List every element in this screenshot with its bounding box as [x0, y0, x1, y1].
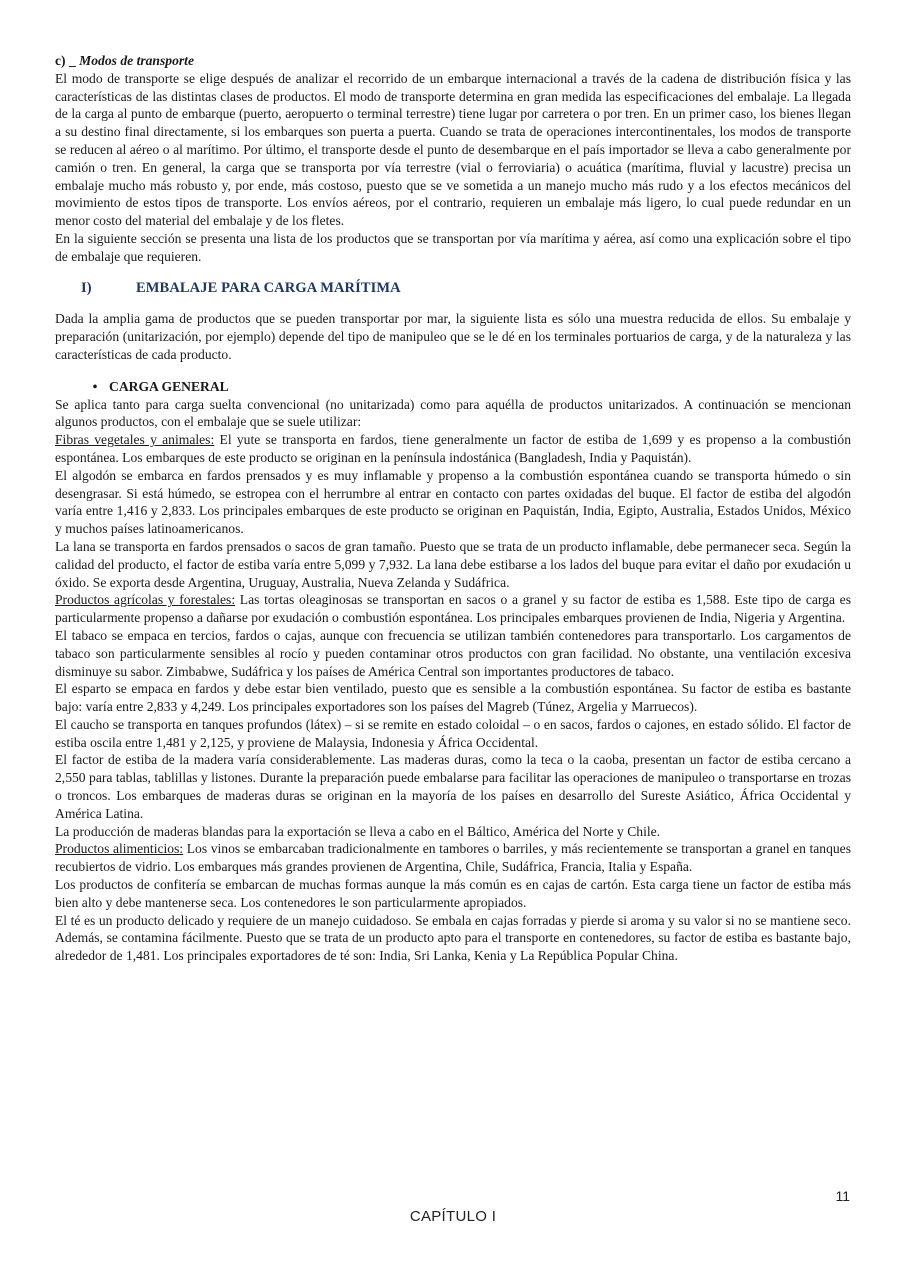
bullet-heading — [55, 378, 851, 396]
section-heading — [81, 280, 851, 298]
body-paragraph: El té es un producto delicado y requiere de un manejo cuidadoso. Se embala en cajas forradas y pierde si aroma y su valor si no se mantiene seco. Además, se contamina fácilmente. Puesto que se trata de un producto apto para el transporte en contenedores, su factor de estiba es bastante bajo, alrededor de 1,481. Los principales exportadores de té son: India, Sri Lanka, Kenia y La República Popular China. — [55, 912, 851, 964]
category-label: Productos agrícolas y forestales: — [55, 592, 236, 608]
body-paragraph — [55, 431, 851, 467]
bullet-title: CARGA GENERAL — [109, 378, 229, 394]
subsection-title-text: Modos de transporte — [79, 53, 194, 68]
body-paragraph: El esparto se empaca en fardos y debe estar bien ventilado, puesto que es sensible a la combustión espontánea. Su factor de estiba es bastante bajo: varía entre 2,833 y 4,249. Los principales exportadores son los países del Magreb (Túnez, Argelia y Marruecos). — [55, 681, 851, 715]
body-paragraph: El algodón se embarca en fardos prensados y es muy inflamable y propenso a la combustión espontánea cuando se transporta húmedo o sin desengrasar. Si está húmedo, se estropea con el herrumbre al entrar en contacto con partes oxidadas del buque. El factor de estiba del algodón varía entre 1,416 y 2,833. Los principales embarques de este producto se originan en Paquistán, India, Egipto, Australia, Estados Unidos, México y muchos países latinoamericanos. — [55, 467, 851, 537]
category-text: El yute se transporta en fardos, tiene generalmente un factor de estiba de 1,699 y es propenso a la combustión espontánea. Los embarques de este producto se originan en la península indostánica (Bangladesh, India y Paquistán). — [55, 432, 851, 465]
bullet-icon: • — [92, 378, 98, 394]
body-paragraph — [55, 840, 851, 876]
body-paragraph: Los productos de confitería se embarcan de muchas formas aunque la más común es en cajas de cartón. Esta carga tiene un factor de estiba más bien alto y debe mantenerse seca. Los contenedores le son particularmente apropiados. — [55, 877, 851, 910]
body-paragraph: Se aplica tanto para carga suelta convencional (no unitarizada) como para aquélla de productos unitarizados. A continuación se mencionan algunos productos, con el embalaje que se suele utilizar: — [55, 396, 851, 430]
subsection-prefix: c) _ — [55, 53, 76, 68]
body-paragraph: El tabaco se empaca en tercios, fardos o cajas, aunque con frecuencia se utilizan también contenedores para transportarlo. Los cargamentos de tabaco son particularmente sensibles al rocío y pueden contaminar otros productos con gran facilidad. No obstante, una ventilación excesiva disminuye su sabor. Zimbabwe, Sudáfrica y los países de América Central son importantes productores de tabaco. — [55, 627, 851, 679]
chapter-footer: CAPÍTULO I — [409, 1208, 497, 1225]
intro-paragraph: El modo de transporte se elige después de analizar el recorrido de un embarque internacional a través de la cadena de distribución física y las características de las distintas clases de productos. El modo de transporte determina en gran medida las especificaciones del embalaje. La llegada de la carga al punto de embarque (puerto, aeropuerto o terminal terrestre) tiene lugar por carretera o por tren. En un primer caso, los bienes llegan a su destino final directamente, si los embarques son puerta a puerta. Cuando se trata de operaciones intercontinentales, los modos de transporte se reducen al aéreo o al marítimo. Por último, el transporte desde el punto de desembarque en el país importador se lleva a cabo generalmente por camión o tren. En general, la carga que se transporta por vía terrestre (vial o ferroviaria) o acuática (marítima, fluvial y lacustre) precisa un embalaje mucho más robusto y, por ende, más costoso, puesto que se ve sometida a un manejo mucho más rudo y a los efectos mecánicos del movimiento de estos tipos de transporte. Los envíos aéreos, por el contrario, requieren un embalaje más ligero, lo cual puede redundar en un menor costo del material del embalaje y de los fletes. — [55, 70, 851, 229]
body-paragraph: La lana se transporta en fardos prensados o sacos de gran tamaño. Puesto que se trata de un producto inflamable, debe permanecer seca. Según la calidad del producto, el factor de estiba varía entre 5,099 y 7,932. La lana debe estibarse a los lados del buque para evitar el daño por exudación u óxido. Se exporta desde Argentina, Uruguay, Australia, Nueva Zelanda y Sudáfrica. — [55, 538, 851, 590]
category-text: Las tortas oleaginosas se transportan en sacos o a granel y su factor de estiba es 1,588. Este tipo de carga es particularmente propenso a dañarse por exudación o combustión espontánea. Los principales embarques provienen de India, Nigeria y Argentina. — [55, 592, 852, 626]
section-intro: Dada la amplia gama de productos que se pueden transportar por mar, la siguiente lista es sólo una muestra reducida de ellos. Su embalaje y preparación (unitarización, por ejemplo) depende del tipo de manipuleo que se le dé en los terminales portuarios de carga, y de la naturaleza y las características de cada producto. — [55, 311, 851, 362]
section-number: I) — [81, 279, 92, 296]
section-title: EMBALAJE PARA CARGA MARÍTIMA — [136, 279, 401, 296]
document-page — [55, 52, 851, 965]
body-paragraph: La producción de maderas blandas para la exportación se lleva a cabo en el Báltico, América del Norte y Chile. — [55, 823, 661, 839]
category-text: Los vinos se embarcaban tradicionalmente en tambores o barriles, y más recientemente se transportan a granel en tanques recubiertos de vidrio. Los embarques más grandes provienen de Argentina, Chile, Sudáfrica, Francia, Italia y España. — [55, 841, 851, 875]
intro-paragraph: En la siguiente sección se presenta una lista de los productos que se transportan por vía marítima y aérea, así como una explicación sobre el tipo de embalaje que requieren. — [55, 230, 851, 264]
category-label: Fibras vegetales y animales: — [55, 432, 215, 448]
body-paragraph: El factor de estiba de la madera varía considerablemente. Las maderas duras, como la teca o la caoba, presentan un factor de estiba cercano a 2,550 para tablas, tablillas y listones. Durante la preparación puede embalarse para facilitar las operaciones de manipuleo o transportarse en trozas o troncos. Los embarques de maderas duras se originan en la mayoría de los países en desarrollo del Sureste Asiático, África Occidental y América Latina. — [55, 752, 851, 821]
body-paragraph — [55, 591, 851, 627]
page-number: 11 — [835, 1188, 850, 1204]
category-label: Productos alimenticios: — [55, 841, 184, 857]
body-paragraph: El caucho se transporta en tanques profundos (látex) – si se remite en estado coloidal – o en sacos, fardos o cajones, en estado sólido. El factor de estiba oscila entre 1,481 y 2,125, y proviene de Malaysia, Indonesia y África Occidental. — [55, 716, 851, 750]
subsection-title — [55, 52, 851, 70]
